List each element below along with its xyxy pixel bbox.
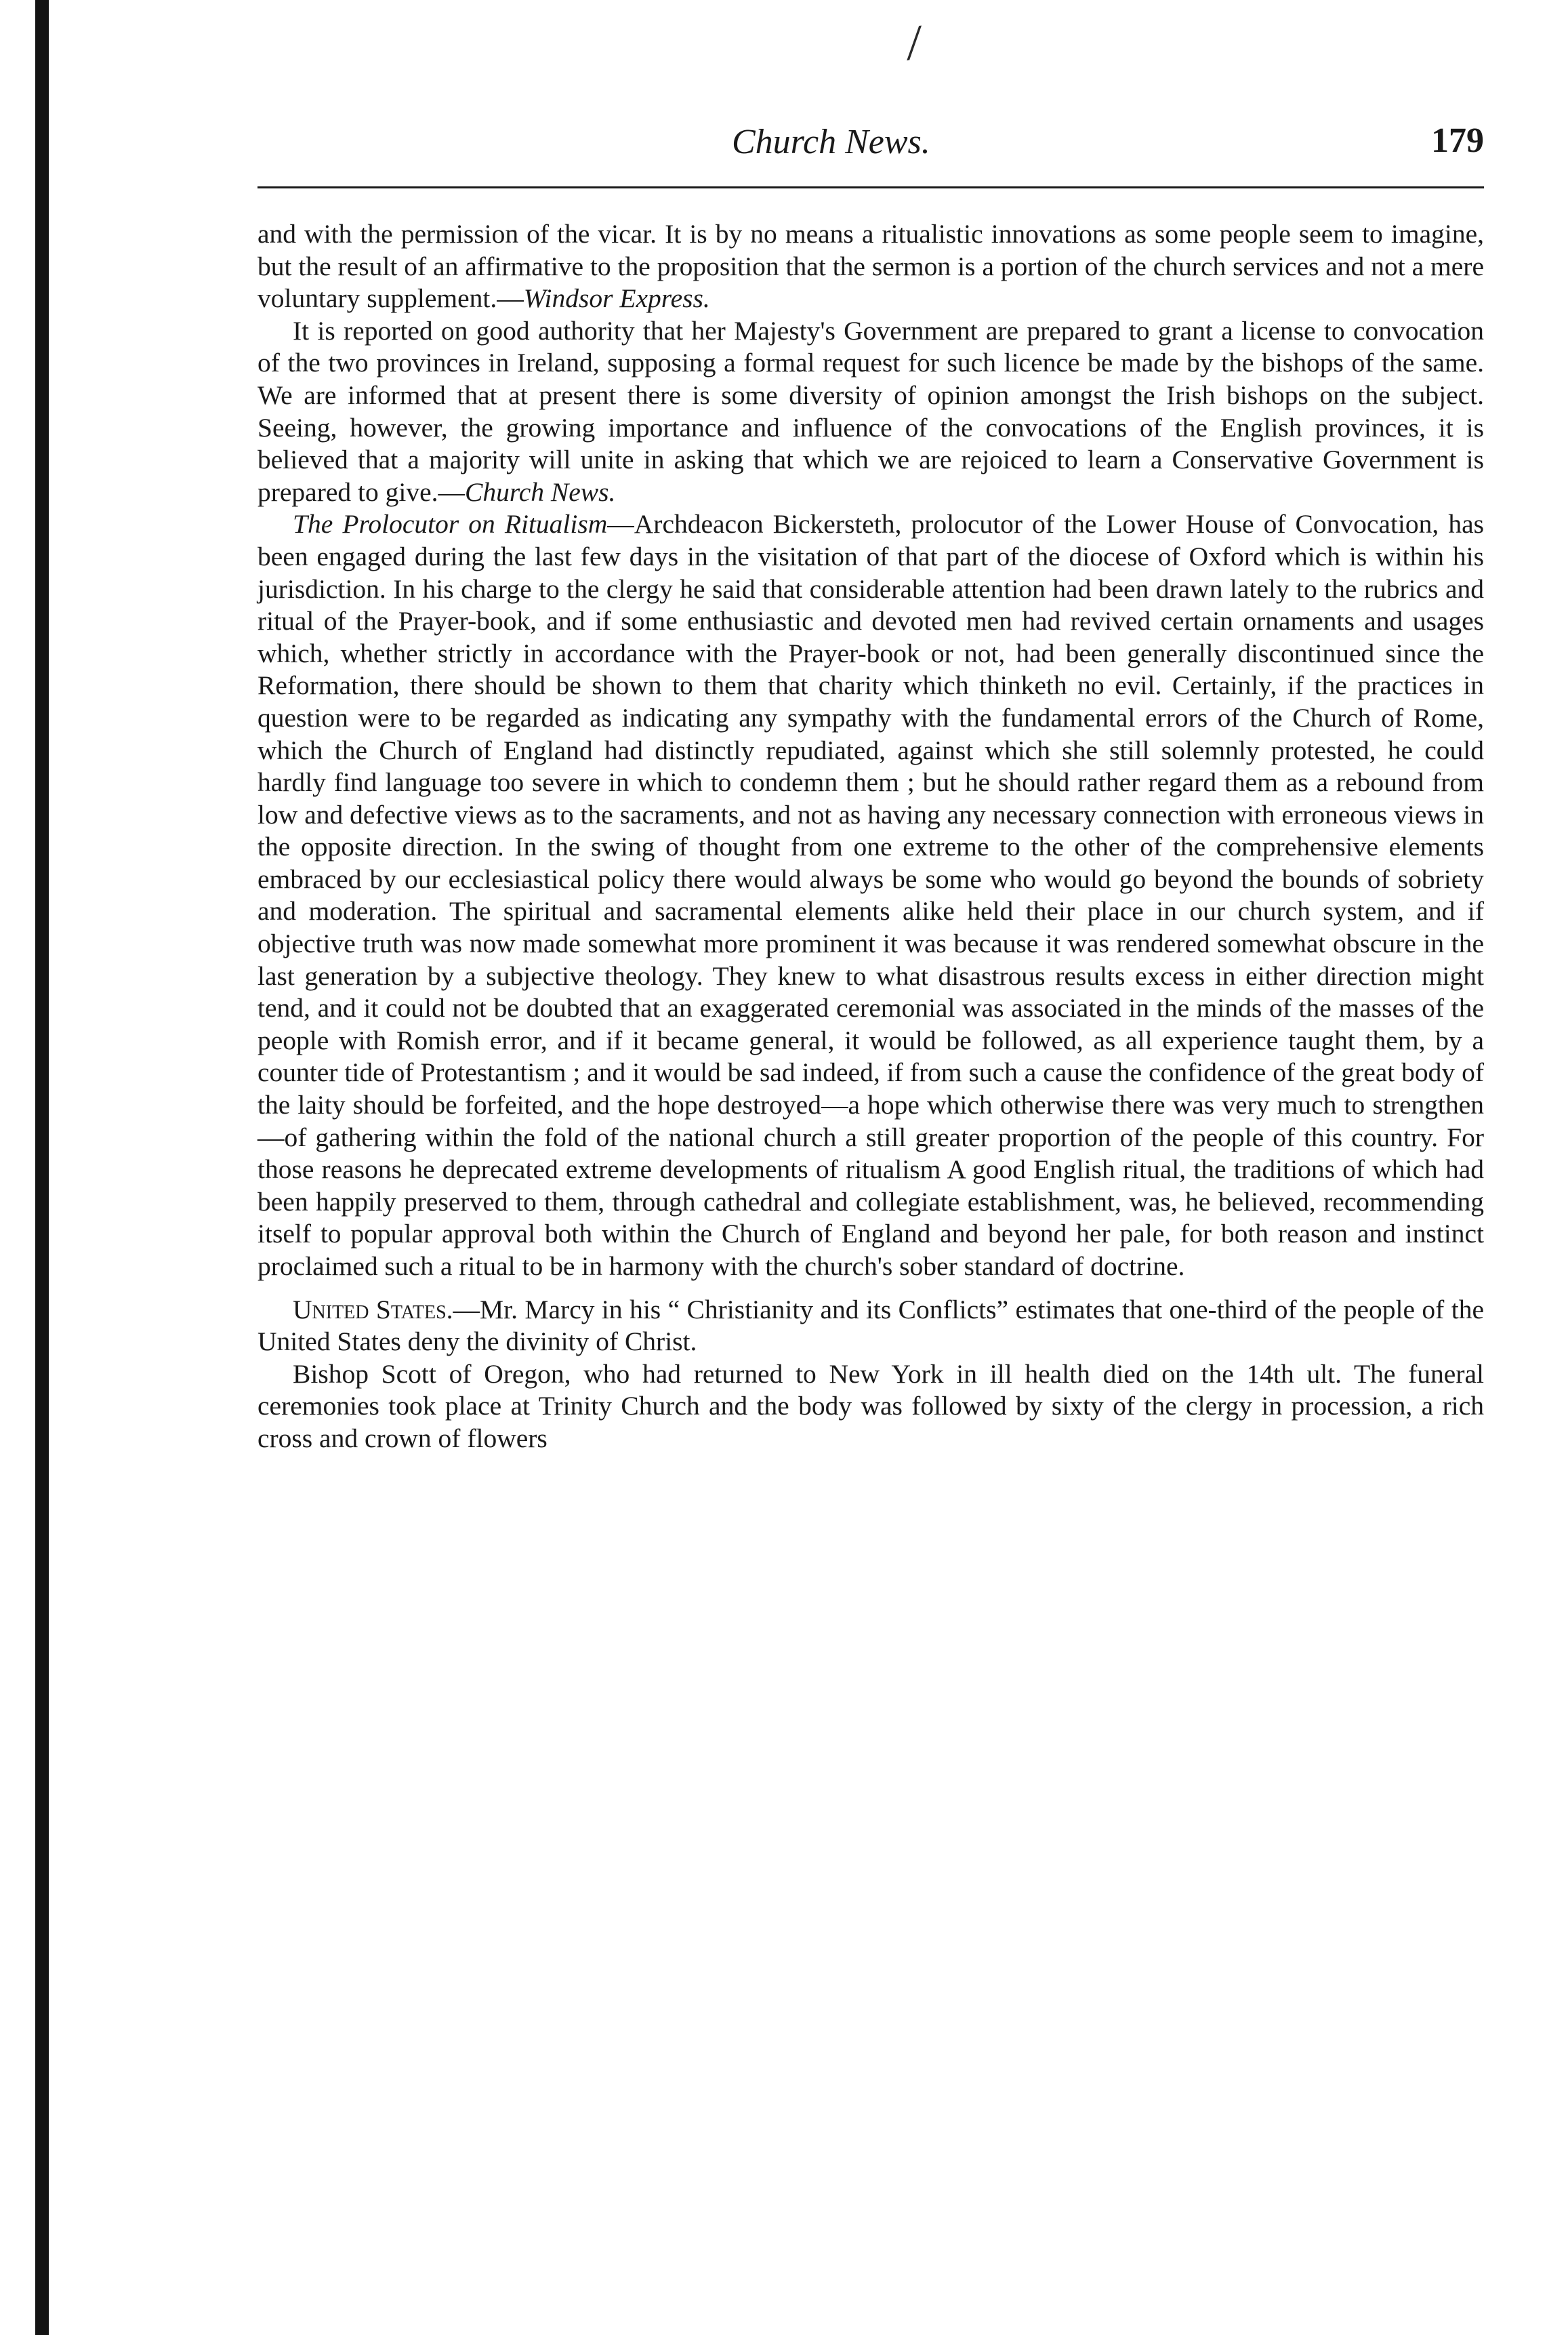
paragraph-lead: The Prolocutor on Ritualism [293, 509, 608, 540]
paragraph-bishop-scott [257, 1358, 1484, 1455]
paragraph-text: and with the permission of the vicar. It is by no means a ritualistic innovations as some people seem to imagine, but the result of an affirmative to the proposition that the sermon is a portion of the church services and not a mere voluntary supplement.— [257, 219, 1484, 314]
article-body [257, 218, 1484, 1455]
running-title: Church News. [732, 123, 930, 161]
paragraph-text: —Archdeacon Bickersteth, prolocutor of the Lower House of Convocation, has been engaged during the last few days in the visitation of that part of the diocese of Oxford which is within his jurisdiction. In his charge to the clergy he said that considerable attention had been drawn lately to the rubrics and ritual of the Prayer-book, and if some enthusiastic and devoted men had revived certain ornaments and usages which, whether strictly in accordance with the Prayer-book or not, had been generally discontinued since the Reformation, there should be shown to them that charity which thinketh no evil. Certainly, if the practices in question were to be regarded as indicating any sympathy with the fundamental errors of the Church of Rome, which the Church of England had distinctly repudiated, against which she still solemnly protested, he could hardly find language too severe in which to condemn them ; but he should rather regard them as a rebound from low and defective views as to the sacraments, and not as having any necessary connection with erroneous views in the opposite direction. In the swing of thought from one extreme to the other of the comprehensive elements embraced by our ecclesiastical policy there would always be some who would go beyond the bounds of sobriety and moderation. The spiritual and sacramental elements alike held their place in our church system, and if objective truth was now made somewhat more prominent it was because it was rendered somewhat obscure in the last generation by a subjective theology. They knew to what disastrous results excess in either direction might tend, and it could not be doubted that an exaggerated ceremonial was associated in the minds of the masses of the people with Romish error, and if it became general, it would be followed, as all experience taught them, by a counter tide of Protestantism ; and it would be sad indeed, if from such a cause the confidence of the great body of the laity should be forfeited, and the hope destroyed—a hope which otherwise there was very much to strengthen—of gathering within the fold of the national church a still greater proportion of the people of this country. For those reasons he deprecated extreme developments of ritualism A good English ritual, the traditions of which had been happily preserved to them, through cathedral and collegiate establishment, was, he believed, recommending itself to popular approval both within the Church of England and beyond her pale, for both reason and instinct proclaimed such a ritual to be in harmony with the church's sober standard of doctrine. [257, 509, 1484, 1281]
page-number: 179 [1431, 121, 1484, 160]
source-citation: Church News. [465, 476, 616, 507]
paragraph-united-states [257, 1294, 1484, 1358]
margin-mark: / [903, 15, 924, 71]
header-rule [257, 186, 1484, 188]
page-binding-edge [35, 0, 49, 2335]
paragraph-text: —Mr. Marcy in his “ Christianity and its Conflicts” estimates that one-third of the people of the United States deny the divinity of Christ. [257, 1294, 1485, 1357]
paragraph-text: Bishop Scott of Oregon, who had returned to New York in ill health died on the 14th ult. The funeral ceremonies took place at Trinity Church and the body was followed by sixty of the clergy in procession, a rich cross and crown of flowers [257, 1358, 1484, 1453]
section-heading: United States. [293, 1294, 453, 1324]
paragraph-irish-convocation [257, 315, 1484, 509]
paragraph-prolocutor-ritualism [257, 508, 1484, 1282]
page-header [257, 115, 1484, 183]
source-citation: Windsor Express. [523, 283, 710, 314]
paragraph-continuation [257, 218, 1484, 315]
paragraph-text: It is reported on good authority that her Majesty's Government are prepared to grant a license to convocation of the two provinces in Ireland, supposing a formal request for such licence be made by the bishops of the same. We are informed that at present there is some diversity of opinion amongst the Irish bishops on the subject. Seeing, however, the growing importance and influence of the convocations of the English provinces, it is believed that a majority will unite in asking that which we are rejoiced to learn a Conservative Government is prepared to give.— [257, 315, 1484, 507]
